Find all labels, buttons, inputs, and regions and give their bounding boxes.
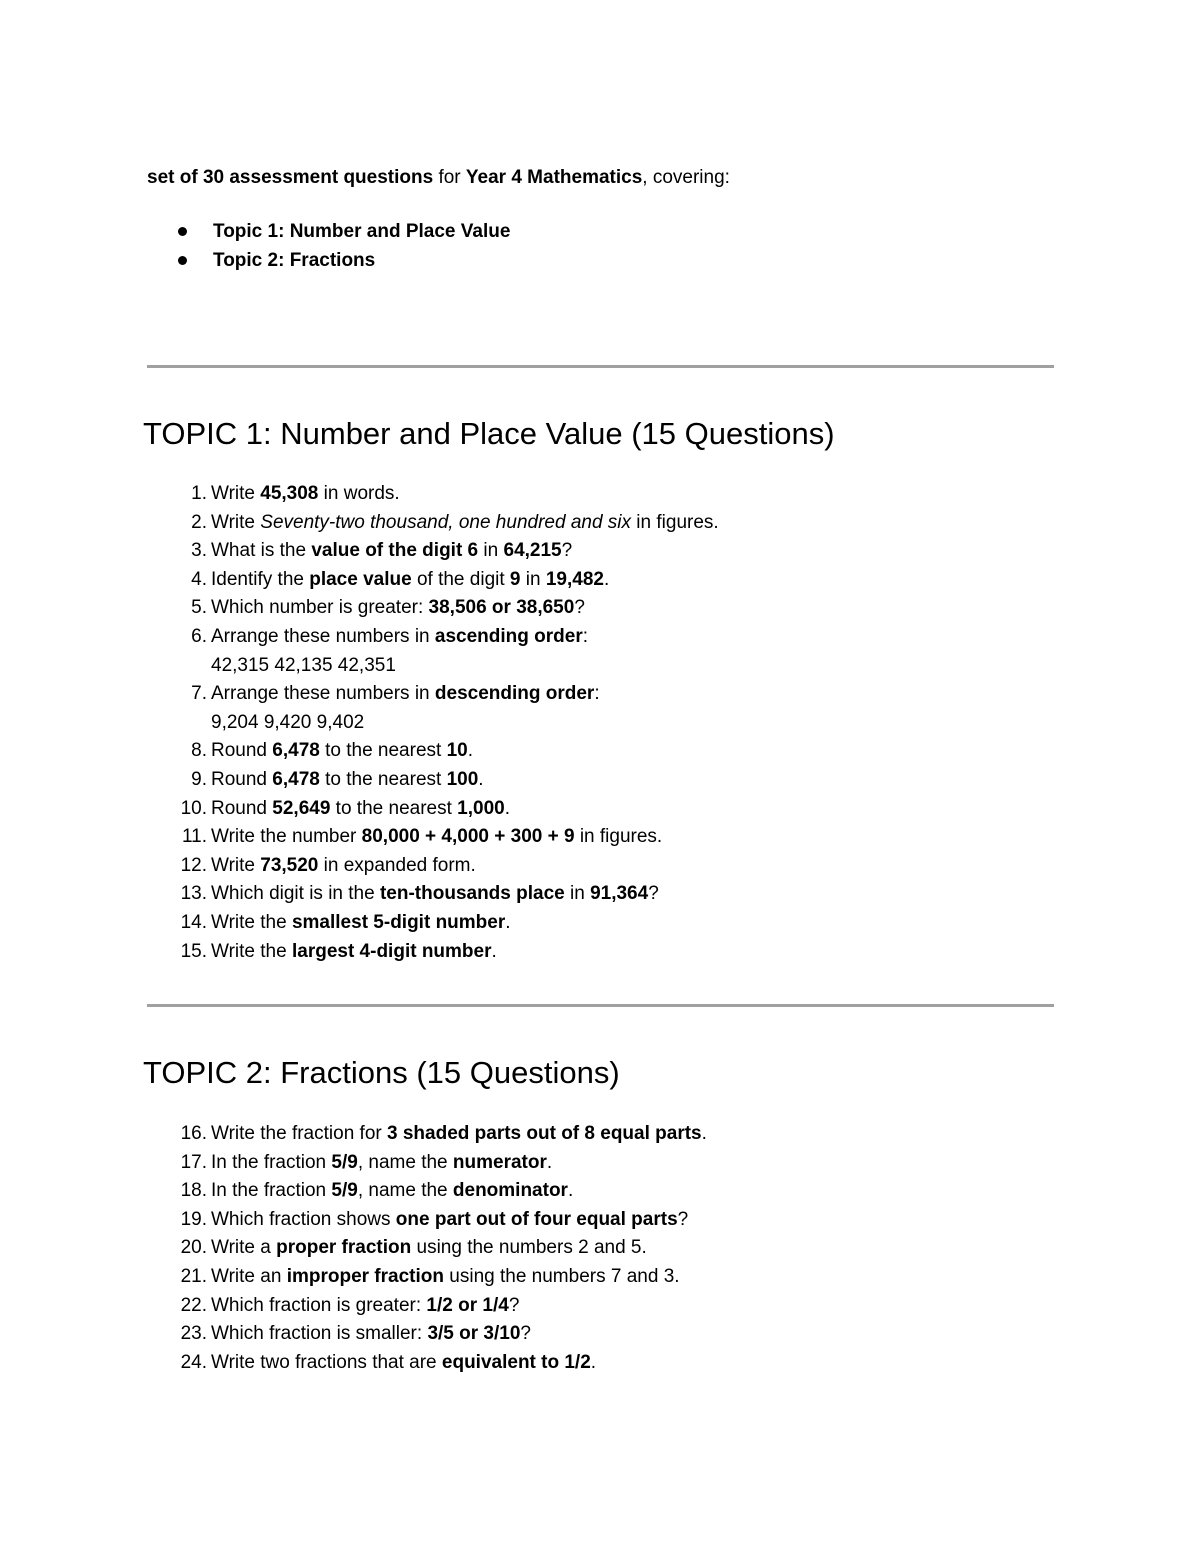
question-bold-fragment: improper fraction <box>286 1265 444 1287</box>
question-item <box>147 1292 1047 1321</box>
question-fragment: ? <box>508 1294 520 1316</box>
question-fragment: Write the number <box>211 826 362 848</box>
question-fragment: of the digit <box>411 568 510 590</box>
question-item <box>147 737 1047 766</box>
question-item <box>147 480 1047 509</box>
question-fragment: Write <box>211 511 261 533</box>
question-item <box>147 1263 1047 1292</box>
question-number: 11. <box>181 826 207 848</box>
question-fragment: ? <box>561 540 573 562</box>
question-text <box>211 483 400 504</box>
question-fragment: to the nearest <box>319 768 447 790</box>
question-fragment: Write <box>211 483 261 504</box>
question-text <box>211 798 510 819</box>
intro-text-for: for <box>433 167 466 188</box>
question-bold-fragment: numerator <box>452 1151 547 1173</box>
question-bold-fragment: 1/2 or 1/4 <box>426 1294 509 1316</box>
question-bold-fragment: equivalent to 1/2 <box>441 1351 591 1373</box>
question-item <box>147 1320 1047 1349</box>
question-item <box>147 1120 1047 1149</box>
question-number: 6. <box>191 625 207 647</box>
question-bold-fragment: 45,308 <box>260 483 319 504</box>
question-fragment: Which fraction is smaller: <box>211 1323 428 1345</box>
question-fragment: Which fraction shows <box>211 1208 396 1230</box>
question-number: 13. <box>180 883 207 905</box>
question-number: 3. <box>191 540 207 562</box>
question-fragment: in <box>564 883 591 905</box>
question-text <box>211 769 484 790</box>
question-item <box>147 1149 1047 1178</box>
question-fragment: . <box>701 1123 707 1144</box>
question-item <box>147 909 1047 938</box>
question-bold-fragment: 91,364 <box>590 883 649 905</box>
question-bold-fragment: 10 <box>446 740 468 762</box>
topic-1-heading: TOPIC 1: Number and Place Value (15 Questions) <box>143 416 835 451</box>
question-bold-fragment: 80,000 + 4,000 + 300 + 9 <box>361 826 575 848</box>
question-number-set: 42,315 42,135 42,351 <box>211 654 396 676</box>
question-fragment: ? <box>677 1208 689 1230</box>
question-fragment: Write the <box>211 911 292 933</box>
question-fragment: Which digit is in the <box>211 883 380 905</box>
question-fragment: In the fraction <box>211 1180 332 1202</box>
question-bold-fragment: 38,506 or 38,650 <box>428 597 575 619</box>
intro-line <box>147 166 730 190</box>
question-fragment: Write <box>211 854 261 876</box>
question-number: 4. <box>191 568 207 590</box>
question-item <box>147 852 1047 881</box>
bullet-topic-2 <box>147 247 510 276</box>
question-number: 18. <box>180 1180 207 1202</box>
question-fragment: Which number is greater: <box>211 597 429 619</box>
question-text <box>211 941 497 962</box>
question-fragment: . <box>567 1180 574 1202</box>
question-text <box>211 912 511 933</box>
question-fragment: Write an <box>211 1265 287 1287</box>
question-fragment: in figures. <box>631 511 719 533</box>
question-item <box>147 594 1047 623</box>
question-bold-fragment: denominator <box>452 1180 568 1202</box>
topic-1-question-list <box>147 480 1047 966</box>
question-fragment: Round <box>211 740 273 762</box>
question-number: 14. <box>180 911 207 933</box>
question-number: 15. <box>180 940 207 962</box>
question-item <box>147 509 1047 538</box>
topic-2-question-list <box>147 1120 1047 1377</box>
question-fragment: Write the <box>211 940 292 962</box>
question-bold-fragment: 1,000 <box>457 797 505 819</box>
question-fragment: , name the <box>357 1180 453 1202</box>
question-number: 9. <box>191 768 207 790</box>
question-bold-fragment: 3/5 or 3/10 <box>427 1323 521 1345</box>
question-item <box>147 938 1047 967</box>
question-item <box>147 880 1047 909</box>
topic-2-heading: TOPIC 2: Fractions (15 Questions) <box>143 1055 620 1090</box>
question-italic-fragment: Seventy-two thousand, one hundred and six <box>260 511 632 533</box>
question-text <box>211 1323 531 1344</box>
question-number: 21. <box>180 1265 207 1287</box>
question-item <box>147 1349 1047 1378</box>
question-number: 17. <box>180 1151 207 1173</box>
question-fragment: : <box>582 625 589 647</box>
question-text <box>211 1180 573 1201</box>
question-text <box>211 855 476 876</box>
question-bold-fragment: place value <box>309 568 412 590</box>
question-item <box>147 566 1047 595</box>
question-text <box>211 883 659 904</box>
question-item <box>147 537 1047 566</box>
question-text <box>211 1209 688 1230</box>
question-fragment: to the nearest <box>319 740 447 762</box>
intro-bold-lead: set of 30 assessment questions <box>147 167 434 188</box>
question-fragment: What is the <box>211 540 312 562</box>
intro-bold-subject: Year 4 Mathematics <box>465 167 643 188</box>
question-fragment: in <box>478 540 504 562</box>
question-fragment: ? <box>520 1323 531 1345</box>
question-fragment: in figures. <box>574 826 663 848</box>
bullet-topic-1 <box>147 218 510 247</box>
horizontal-rule-1 <box>147 365 1054 368</box>
question-fragment: : <box>594 683 600 705</box>
question-fragment: Write the fraction for <box>211 1123 387 1144</box>
bullet-topic-1-label: Topic 1: Number and Place Value <box>213 221 511 242</box>
question-text <box>211 1123 707 1144</box>
question-bold-fragment: smallest 5-digit number <box>291 911 506 933</box>
question-text <box>211 512 719 533</box>
question-number: 22. <box>180 1294 207 1316</box>
question-bold-fragment: 6,478 <box>272 768 320 790</box>
question-bold-fragment: 64,215 <box>503 540 562 562</box>
question-number-set: 9,204 9,420 9,402 <box>211 711 365 733</box>
question-fragment: using the numbers 2 and 5. <box>411 1237 647 1259</box>
question-text <box>211 569 609 590</box>
question-bold-fragment: 52,649 <box>272 797 331 819</box>
question-number: 16. <box>180 1123 207 1144</box>
question-item <box>147 823 1047 852</box>
question-fragment: . <box>467 740 473 762</box>
question-fragment: Write a <box>211 1237 277 1259</box>
question-number: 12. <box>180 854 207 876</box>
question-number: 20. <box>180 1237 207 1259</box>
horizontal-rule-2 <box>147 1004 1054 1007</box>
intro-text-covering: , covering: <box>642 167 730 188</box>
question-number: 24. <box>180 1351 207 1373</box>
question-bold-fragment: 9 <box>509 568 521 590</box>
question-number: 8. <box>191 740 207 762</box>
question-bold-fragment: largest 4-digit number <box>291 940 492 962</box>
question-fragment: . <box>546 1151 553 1173</box>
question-fragment: Arrange these numbers in <box>211 625 435 647</box>
question-number: 10. <box>180 797 207 819</box>
question-fragment: , name the <box>357 1151 453 1173</box>
question-text <box>211 1152 552 1173</box>
question-bold-fragment: 3 shaded parts out of 8 equal parts <box>387 1123 702 1144</box>
question-fragment: . <box>590 1351 597 1373</box>
question-fragment: ? <box>648 883 659 905</box>
question-text <box>211 826 662 847</box>
question-text <box>211 1295 519 1316</box>
question-text <box>211 626 588 647</box>
question-item <box>147 680 1047 737</box>
question-fragment: in words. <box>318 483 400 504</box>
bullet-dot-icon <box>178 256 187 265</box>
question-text <box>211 740 473 761</box>
question-fragment: Write two fractions that are <box>211 1351 442 1373</box>
question-fragment: In the fraction <box>211 1151 332 1173</box>
question-fragment: . <box>478 768 484 790</box>
question-fragment: . <box>505 911 511 933</box>
question-fragment: Round <box>211 797 273 819</box>
question-number: 1. <box>191 483 207 504</box>
question-fragment: ? <box>574 597 585 619</box>
question-fragment: Round <box>211 768 273 790</box>
question-bold-fragment: ten-thousands place <box>379 883 565 905</box>
question-fragment: in <box>520 568 546 590</box>
question-fragment: in expanded form. <box>318 854 476 876</box>
question-bold-fragment: proper fraction <box>276 1237 412 1259</box>
question-item <box>147 1206 1047 1235</box>
question-bold-fragment: descending order <box>434 683 595 705</box>
topic-bullet-list <box>147 218 510 275</box>
question-bold-fragment: one part out of four equal parts <box>395 1208 678 1230</box>
question-number: 7. <box>191 683 207 705</box>
question-fragment: . <box>491 940 497 962</box>
question-fragment: . <box>504 797 510 819</box>
question-item <box>147 795 1047 824</box>
question-bold-fragment: 6,478 <box>272 740 320 762</box>
question-text <box>211 1237 647 1258</box>
question-text <box>211 597 585 618</box>
question-fragment: to the nearest <box>330 797 458 819</box>
question-item <box>147 1177 1047 1206</box>
question-text <box>211 1266 680 1287</box>
question-bold-fragment: 73,520 <box>260 854 319 876</box>
question-bold-fragment: 5/9 <box>331 1151 358 1173</box>
question-item <box>147 623 1047 680</box>
question-bold-fragment: 19,482 <box>545 568 604 590</box>
question-number: 5. <box>191 597 207 619</box>
question-bold-fragment: 100 <box>446 768 479 790</box>
question-text <box>211 683 600 704</box>
question-number: 23. <box>180 1323 207 1345</box>
question-fragment: . <box>603 568 610 590</box>
question-bold-fragment: ascending order <box>434 625 583 647</box>
question-item <box>147 766 1047 795</box>
question-fragment: Arrange these numbers in <box>211 683 435 705</box>
bullet-topic-2-label: Topic 2: Fractions <box>213 249 376 271</box>
question-bold-fragment: 5/9 <box>331 1180 358 1202</box>
question-fragment: Which fraction is greater: <box>211 1294 427 1316</box>
question-number: 19. <box>180 1208 207 1230</box>
question-text <box>211 540 572 561</box>
question-fragment: using the numbers 7 and 3. <box>444 1265 680 1287</box>
question-item <box>147 1234 1047 1263</box>
question-text <box>211 1352 596 1373</box>
question-bold-fragment: value of the digit 6 <box>311 540 479 562</box>
question-number: 2. <box>191 511 207 533</box>
bullet-dot-icon <box>178 227 187 236</box>
question-fragment: Identify the <box>211 568 310 590</box>
